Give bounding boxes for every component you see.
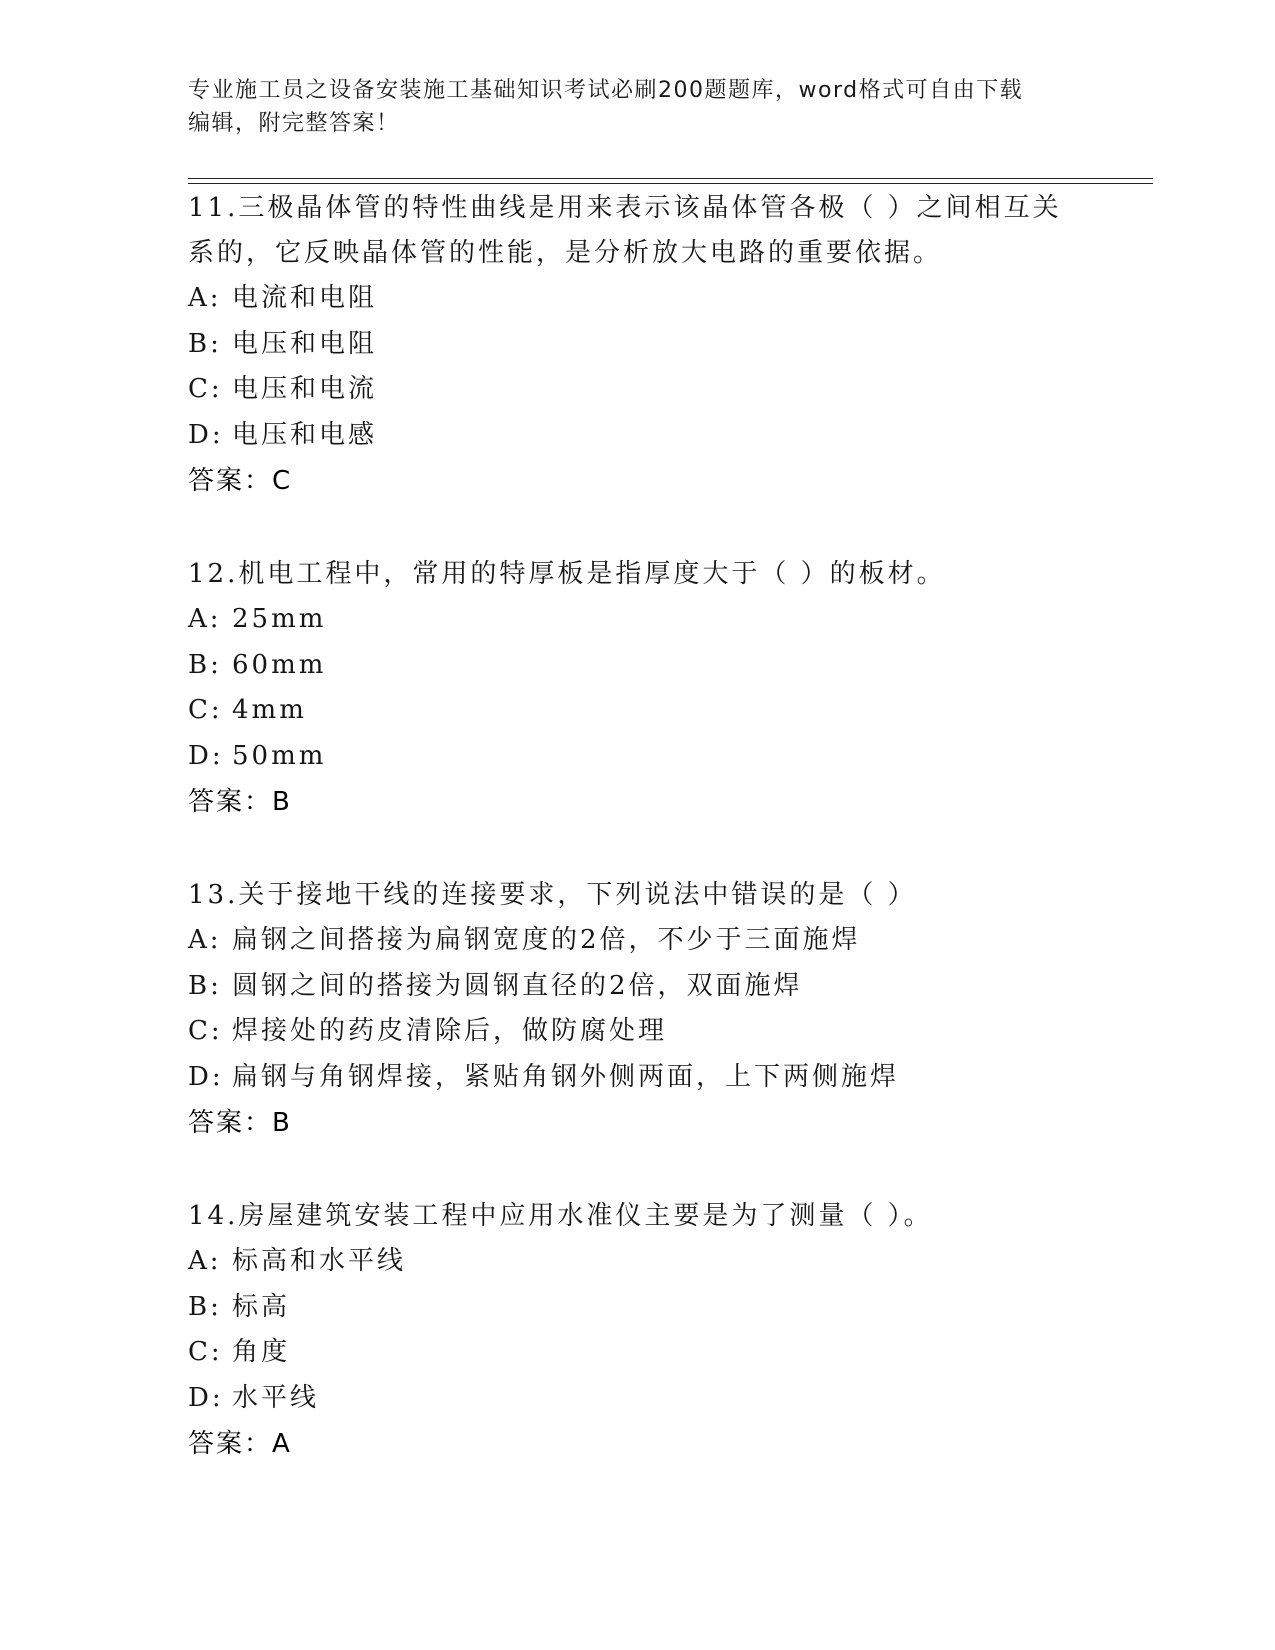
answer-label: 答案： [188, 466, 273, 496]
question-stem-line: 12.机电工程中，常用的特厚板是指厚度大于（ ）的板材。 [188, 559, 946, 589]
option-b [188, 1285, 1088, 1331]
question-11 [188, 186, 1088, 504]
question-stem [188, 873, 1088, 918]
question-stem [188, 552, 1088, 597]
option-key: A: [188, 925, 222, 955]
option-key: C: [188, 1016, 223, 1046]
option-text: 角度 [232, 1337, 291, 1367]
answer-label: 答案： [188, 787, 273, 817]
option-text: 50mm [232, 740, 327, 771]
question-list [188, 186, 1088, 1467]
question-stem [188, 186, 1088, 276]
option-text: 圆钢之间的搭接为圆钢直径的2倍，双面施焊 [232, 970, 803, 1001]
option-c [188, 688, 1088, 734]
option-d [188, 413, 1088, 459]
answer-line [188, 779, 1088, 825]
option-a [188, 1239, 1088, 1285]
option-text: 水平线 [232, 1382, 320, 1413]
option-key: C: [188, 1337, 223, 1367]
option-text: 焊接处的药皮清除后，做防腐处理 [232, 1016, 668, 1046]
option-key: D: [188, 419, 224, 450]
question-stem-line: 系的，它反映晶体管的性能，是分析放大电路的重要依据。 [188, 238, 943, 268]
answer-line [188, 458, 1088, 504]
option-d [188, 1055, 1088, 1101]
option-text: 4mm [232, 695, 307, 725]
option-d [188, 1376, 1088, 1422]
answer-label: 答案： [188, 1108, 273, 1138]
option-key: D: [188, 1061, 224, 1092]
answer-value: A [272, 1429, 292, 1459]
option-text: 25mm [232, 604, 327, 634]
option-key: B: [188, 649, 222, 680]
answer-value: B [272, 787, 292, 817]
question-stem-line: 13.关于接地干线的连接要求，下列说法中错误的是（ ） [188, 880, 917, 910]
option-text: 60mm [232, 649, 327, 680]
option-b [188, 964, 1088, 1010]
option-key: C: [188, 695, 223, 725]
question-14 [188, 1194, 1088, 1467]
question-stem [188, 1194, 1088, 1239]
option-text: 标高和水平线 [232, 1246, 407, 1276]
option-key: B: [188, 1291, 222, 1322]
option-text: 扁钢之间搭接为扁钢宽度的2倍，不少于三面施焊 [232, 925, 861, 955]
option-d [188, 734, 1088, 780]
answer-line [188, 1421, 1088, 1467]
option-a [188, 597, 1088, 643]
question-stem-line: 14.房屋建筑安装工程中应用水准仪主要是为了测量（ ）。 [188, 1201, 933, 1231]
answer-value: C [272, 466, 293, 496]
option-key: A: [188, 604, 222, 634]
option-key: C: [188, 374, 223, 404]
option-key: D: [188, 740, 224, 771]
option-key: B: [188, 328, 222, 359]
option-text: 扁钢与角钢焊接，紧贴角钢外侧两面，上下两侧施焊 [232, 1061, 900, 1092]
option-c [188, 1009, 1088, 1055]
document-header [188, 74, 1068, 140]
header-line-2: 编辑，附完整答案！ [188, 111, 400, 136]
question-stem-line: 11.三极晶体管的特性曲线是用来表示该晶体管各极（ ）之间相互关 [188, 193, 1062, 223]
option-key: A: [188, 1246, 222, 1276]
option-key: D: [188, 1382, 224, 1413]
option-text: 电压和电阻 [232, 328, 378, 359]
header-divider-bottom [188, 183, 1153, 184]
option-text: 电压和电流 [232, 374, 378, 404]
option-b [188, 643, 1088, 689]
option-a [188, 918, 1088, 964]
answer-line [188, 1100, 1088, 1146]
option-b [188, 322, 1088, 368]
option-c [188, 1330, 1088, 1376]
option-key: B: [188, 970, 222, 1001]
header-divider-top [188, 178, 1153, 179]
option-text: 标高 [232, 1291, 291, 1322]
option-key: A: [188, 283, 222, 313]
option-text: 电流和电阻 [232, 283, 378, 313]
question-13 [188, 873, 1088, 1146]
answer-value: B [272, 1108, 292, 1138]
option-a [188, 276, 1088, 322]
option-text: 电压和电感 [232, 419, 378, 450]
question-12 [188, 552, 1088, 825]
header-line-1: 专业施工员之设备安装施工基础知识考试必刷200题题库，word格式可自由下载 [188, 78, 1024, 103]
answer-label: 答案： [188, 1429, 273, 1459]
option-c [188, 367, 1088, 413]
